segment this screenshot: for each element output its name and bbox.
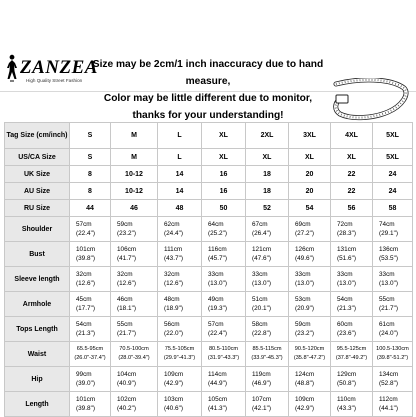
measurement-value: (33.9"-45.3")	[251, 355, 283, 361]
measurement-value: (40.2")	[117, 405, 136, 412]
measurement-value: (41.7")	[117, 255, 136, 262]
conversion-cell: L	[158, 149, 202, 166]
conversion-cell: XL	[289, 149, 331, 166]
measurement-value: (22.8")	[252, 330, 271, 337]
conversion-cell: 10-12	[111, 183, 158, 200]
measurement-cell	[70, 342, 111, 367]
measurement-value: 54cm	[337, 296, 353, 303]
notice-line: Size may be 2cm/1 inch inaccuracy due to hand measure,	[92, 59, 324, 87]
measurement-value: (43.7")	[164, 255, 183, 262]
size-code-cell: S	[70, 123, 111, 149]
measurement-cell	[373, 392, 413, 417]
woman-silhouette-icon	[4, 54, 20, 84]
conversion-cell: S	[70, 149, 111, 166]
measurement-cell	[289, 342, 331, 367]
conversion-cell: 20	[289, 166, 331, 183]
measurement-cell	[246, 392, 289, 417]
measurement-value: (45.7")	[208, 255, 227, 262]
conversion-cell: 8	[70, 166, 111, 183]
measurement-value: (12.6")	[76, 280, 95, 287]
measurement-value: (46.9")	[252, 380, 271, 387]
measurement-value: 59cm	[295, 321, 311, 328]
measurement-value: 62cm	[164, 221, 180, 228]
measurement-value: 136cm	[379, 246, 399, 253]
row-label: AU Size	[5, 183, 70, 200]
measurement-value: (12.6")	[164, 280, 183, 287]
measurement-value: 134cm	[379, 371, 399, 378]
measurement-value: (29.1")	[379, 230, 398, 237]
measurement-value: (47.6")	[252, 255, 271, 262]
conversion-cell: 24	[373, 183, 413, 200]
measurement-value: 72cm	[337, 221, 353, 228]
measurement-cell	[70, 317, 111, 342]
conversion-cell: XL	[246, 149, 289, 166]
measurement-cell	[373, 317, 413, 342]
measurement-cell	[246, 317, 289, 342]
measurement-value: 85.5-115cm	[252, 346, 282, 352]
conversion-cell: 24	[373, 166, 413, 183]
measurement-cell	[331, 367, 373, 392]
measurement-value: 109cm	[164, 371, 184, 378]
measurement-value: 64cm	[208, 221, 224, 228]
measurement-value: 121cm	[252, 246, 272, 253]
row-label: RU Size	[5, 200, 70, 217]
measurement-value: (18.1")	[117, 305, 136, 312]
table-row	[5, 367, 413, 392]
measurement-value: (26.0"-37.4")	[74, 355, 106, 361]
measurement-value: (49.6")	[295, 255, 314, 262]
measurement-cell	[246, 217, 289, 242]
measurement-value: (25.2")	[208, 230, 227, 237]
row-label: Tops Length	[5, 317, 70, 342]
measurement-cell	[289, 242, 331, 267]
measurement-cell	[246, 242, 289, 267]
measurement-cell	[202, 267, 246, 292]
measurement-value: 114cm	[208, 371, 227, 378]
measurement-value: 56cm	[164, 321, 180, 328]
measurement-value: 32cm	[76, 271, 92, 278]
measurement-value: 95.5-125cm	[336, 346, 367, 352]
measurement-cell	[331, 267, 373, 292]
measurement-value: (42.1")	[252, 405, 271, 412]
measurement-value: (12.6")	[117, 280, 136, 287]
conversion-cell: 5XL	[373, 149, 413, 166]
measurement-value: (22.4")	[76, 230, 95, 237]
size-code-cell: L	[158, 123, 202, 149]
notice-line: thanks for your understanding!	[132, 110, 284, 121]
conversion-cell: 22	[331, 166, 373, 183]
measurement-value: 55cm	[117, 321, 133, 328]
measurement-value: (28.0"-39.4")	[118, 355, 150, 361]
measurement-value: 109cm	[295, 396, 315, 403]
measurement-value: (39.8")	[76, 255, 95, 262]
measurement-value: (53.5")	[379, 255, 398, 262]
measurement-cell	[111, 342, 158, 367]
measurement-cell	[373, 367, 413, 392]
size-chart-table	[4, 122, 413, 417]
measurement-cell	[70, 242, 111, 267]
measurement-cell	[246, 342, 289, 367]
measurement-cell	[158, 342, 202, 367]
conversion-cell: 14	[158, 166, 202, 183]
measurement-value: (31.9"-43.3")	[207, 355, 240, 361]
measurement-value: 69cm	[295, 221, 311, 228]
measurement-value: 104cm	[117, 371, 137, 378]
measurement-value: (24.4")	[164, 230, 183, 237]
measurement-value: 48cm	[164, 296, 180, 303]
measurement-value: 131cm	[337, 246, 357, 253]
size-code-cell: 3XL	[289, 123, 331, 149]
size-chart-body	[5, 123, 413, 417]
row-label: Hip	[5, 367, 70, 392]
measurement-value: (24.0")	[379, 330, 398, 337]
measurement-value: 59cm	[117, 221, 133, 228]
row-label: Armhole	[5, 292, 70, 317]
measurement-value: (21.3")	[337, 305, 356, 312]
row-label: Tag Size (cm/inch)	[5, 123, 70, 149]
brand-tagline: High Quality Street Fashion	[26, 78, 83, 83]
measurement-value: 90.5-120cm	[294, 346, 325, 352]
measurement-cell	[158, 242, 202, 267]
measurement-cell	[373, 217, 413, 242]
row-label: Length	[5, 392, 70, 417]
measurement-cell	[111, 292, 158, 317]
measurement-value: (42.9")	[164, 380, 183, 387]
measurement-value: 65.5-95cm	[76, 346, 104, 352]
measurement-value: (40.6")	[164, 405, 183, 412]
conversion-cell: 10-12	[111, 166, 158, 183]
measurement-cell	[246, 292, 289, 317]
measurement-cell	[289, 367, 331, 392]
measurement-cell	[70, 217, 111, 242]
measurement-cell	[70, 292, 111, 317]
measurement-value: 57cm	[76, 221, 92, 228]
measurement-cell	[111, 217, 158, 242]
measurement-value: 126cm	[295, 246, 315, 253]
measurement-cell	[373, 267, 413, 292]
size-notice	[88, 56, 328, 124]
measurement-value: 75.5-105cm	[164, 346, 195, 352]
measurement-value: 99cm	[76, 371, 92, 378]
measurement-cell	[331, 292, 373, 317]
measurement-cell	[111, 367, 158, 392]
brand-logo	[4, 56, 96, 90]
measurement-cell	[202, 217, 246, 242]
measurement-cell	[246, 367, 289, 392]
measurement-value: (43.3")	[337, 405, 356, 412]
measurement-cell	[331, 242, 373, 267]
measurement-value: (17.7")	[76, 305, 95, 312]
measurement-value: (19.3")	[208, 305, 227, 312]
measurement-value: (42.9")	[295, 405, 314, 412]
measurement-cell	[373, 242, 413, 267]
measurement-value: (13.0")	[208, 280, 227, 287]
table-row	[5, 242, 413, 267]
size-code-cell: 4XL	[331, 123, 373, 149]
measurement-value: 53cm	[295, 296, 311, 303]
row-label: Sleeve length	[5, 267, 70, 292]
table-row	[5, 217, 413, 242]
measurement-value: (21.3")	[76, 330, 95, 337]
measurement-value: (13.0")	[379, 280, 398, 287]
measurement-value: (22.4")	[208, 330, 227, 337]
measurement-value: 119cm	[252, 371, 271, 378]
measurement-value: (23.2")	[295, 330, 314, 337]
measurement-cell	[289, 267, 331, 292]
measurement-value: 32cm	[164, 271, 180, 278]
row-label: US/CA Size	[5, 149, 70, 166]
measurement-cell	[289, 317, 331, 342]
row-label: UK Size	[5, 166, 70, 183]
measurement-cell	[70, 367, 111, 392]
measurement-value: 33cm	[379, 271, 395, 278]
measurement-value: 32cm	[117, 271, 133, 278]
conversion-cell: 14	[158, 183, 202, 200]
measurement-value: (13.0")	[295, 280, 314, 287]
measurement-value: (28.3")	[337, 230, 356, 237]
measurement-cell	[158, 317, 202, 342]
measurement-cell	[158, 292, 202, 317]
measurement-value: 80.5-110cm	[208, 346, 239, 352]
table-row	[5, 123, 413, 149]
measurement-value: 57cm	[208, 321, 224, 328]
conversion-cell: 16	[202, 183, 246, 200]
measurement-value: 101cm	[76, 396, 96, 403]
measurement-value: 107cm	[252, 396, 272, 403]
measurement-value: 116cm	[208, 246, 227, 253]
measurement-cell	[158, 217, 202, 242]
measurement-cell	[111, 242, 158, 267]
size-code-cell: 2XL	[246, 123, 289, 149]
measurement-value: 106cm	[117, 246, 137, 253]
measurement-value: 101cm	[76, 246, 96, 253]
measurement-value: 105cm	[208, 396, 228, 403]
measurement-value: (20.9")	[295, 305, 314, 312]
measurement-value: 45cm	[76, 296, 92, 303]
measurement-value: 61cm	[379, 321, 395, 328]
conversion-cell: 56	[331, 200, 373, 217]
table-row	[5, 183, 413, 200]
measurement-value: (13.0")	[252, 280, 271, 287]
measurement-cell	[246, 267, 289, 292]
measurement-cell	[289, 392, 331, 417]
measurement-value: (22.0")	[164, 330, 183, 337]
measurement-cell	[289, 292, 331, 317]
conversion-cell: 58	[373, 200, 413, 217]
measurement-value: (26.4")	[252, 230, 271, 237]
measurement-value: (23.2")	[117, 230, 136, 237]
measurement-value: (52.8")	[379, 380, 398, 387]
measurement-value: 60cm	[337, 321, 353, 328]
measurement-cell	[331, 217, 373, 242]
measurement-value: (35.8"-47.2")	[293, 355, 326, 361]
measurement-cell	[158, 367, 202, 392]
measurement-cell	[331, 342, 373, 367]
table-row	[5, 200, 413, 217]
measurement-value: (29.9"-41.3")	[163, 355, 196, 361]
measurement-value: (40.9")	[117, 380, 136, 387]
size-code-cell: 5XL	[373, 123, 413, 149]
conversion-cell: 22	[331, 183, 373, 200]
measurement-value: 51cm	[252, 296, 268, 303]
measurement-value: 49cm	[208, 296, 224, 303]
notice-line: Color may be little different due to monitor,	[103, 93, 313, 104]
measurement-value: (48.8")	[295, 380, 314, 387]
measurement-value: (41.3")	[208, 405, 227, 412]
measurement-value: (51.6")	[337, 255, 356, 262]
measurement-value: (21.7")	[379, 305, 398, 312]
table-row	[5, 267, 413, 292]
measurement-value: 54cm	[76, 321, 92, 328]
measurement-cell	[70, 392, 111, 417]
measurement-cell	[202, 367, 246, 392]
measurement-cell	[289, 217, 331, 242]
measurement-cell	[158, 392, 202, 417]
measurement-value: (20.1")	[252, 305, 271, 312]
size-code-cell: XL	[202, 123, 246, 149]
measurement-value: 67cm	[252, 221, 268, 228]
table-row	[5, 149, 413, 166]
measurement-value: 111cm	[164, 246, 183, 253]
table-row	[5, 166, 413, 183]
measurement-value: 102cm	[117, 396, 137, 403]
measurement-value: 74cm	[379, 221, 395, 228]
measurement-value: (27.2")	[295, 230, 314, 237]
measurement-value: (50.8")	[337, 380, 356, 387]
conversion-cell: M	[111, 149, 158, 166]
conversion-cell: 48	[158, 200, 202, 217]
measurement-cell	[373, 342, 413, 367]
measurement-value: 58cm	[252, 321, 268, 328]
measurement-value: (13.0")	[337, 280, 356, 287]
table-row	[5, 292, 413, 317]
measuring-tape-icon	[330, 78, 410, 128]
measurement-value: (39.0")	[76, 380, 95, 387]
measurement-value: (23.6")	[337, 330, 356, 337]
measurement-value: 124cm	[295, 371, 315, 378]
measurement-cell	[331, 392, 373, 417]
measurement-value: 46cm	[117, 296, 133, 303]
conversion-cell: 54	[289, 200, 331, 217]
measurement-value: (44.1")	[379, 405, 398, 412]
measurement-cell	[202, 392, 246, 417]
measurement-cell	[202, 292, 246, 317]
conversion-cell: XL	[202, 149, 246, 166]
measurement-cell	[111, 392, 158, 417]
conversion-cell: 44	[70, 200, 111, 217]
conversion-cell: 8	[70, 183, 111, 200]
measurement-cell	[202, 242, 246, 267]
measurement-value: 103cm	[164, 396, 184, 403]
measurement-cell	[373, 292, 413, 317]
measurement-value: 110cm	[337, 396, 356, 403]
measurement-value: 33cm	[252, 271, 268, 278]
conversion-cell: XL	[331, 149, 373, 166]
row-label: Waist	[5, 342, 70, 367]
conversion-cell: 50	[202, 200, 246, 217]
table-row	[5, 342, 413, 367]
measurement-cell	[331, 317, 373, 342]
conversion-cell: 52	[246, 200, 289, 217]
measurement-value: (21.7")	[117, 330, 136, 337]
measurement-cell	[158, 267, 202, 292]
conversion-cell: 20	[289, 183, 331, 200]
measurement-value: 33cm	[337, 271, 353, 278]
conversion-cell: 46	[111, 200, 158, 217]
measurement-value: 70.5-100cm	[119, 346, 149, 352]
measurement-value: (39.8")	[76, 405, 95, 412]
brand-name: ZANZEA	[20, 57, 98, 78]
measurement-value: 55cm	[379, 296, 395, 303]
measurement-value: 33cm	[208, 271, 224, 278]
measurement-value: (18.9")	[164, 305, 183, 312]
measurement-value: 100.5-130cm	[376, 346, 409, 352]
size-code-cell: M	[111, 123, 158, 149]
measurement-cell	[111, 317, 158, 342]
table-row	[5, 317, 413, 342]
measurement-cell	[111, 267, 158, 292]
row-label: Bust	[5, 242, 70, 267]
measurement-cell	[202, 342, 246, 367]
measurement-cell	[202, 317, 246, 342]
measurement-value: 129cm	[337, 371, 357, 378]
measurement-value: (44.9")	[208, 380, 227, 387]
conversion-cell: 18	[246, 183, 289, 200]
measurement-value: 33cm	[295, 271, 311, 278]
conversion-cell: 18	[246, 166, 289, 183]
measurement-value: (37.8"-49.2")	[335, 355, 368, 361]
measurement-value: 112cm	[379, 396, 398, 403]
measurement-value: (39.8"-51.2")	[376, 355, 409, 361]
row-label: Shoulder	[5, 217, 70, 242]
conversion-cell: 16	[202, 166, 246, 183]
measurement-cell	[70, 267, 111, 292]
table-row	[5, 392, 413, 417]
